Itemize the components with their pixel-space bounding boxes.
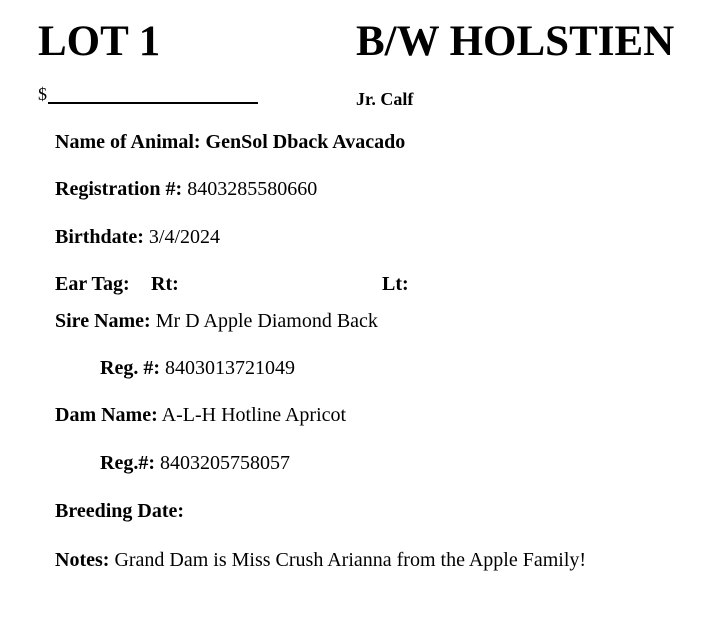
animal-name-row bbox=[55, 132, 405, 152]
ear-tag-lt-wrap bbox=[382, 274, 409, 294]
ear-tag-rt-wrap bbox=[151, 274, 179, 294]
dam-reg-value: 8403205758057 bbox=[159, 452, 290, 474]
breeding-date-label: Breeding Date: bbox=[55, 500, 185, 522]
birthdate-label: Birthdate: bbox=[55, 226, 144, 248]
sire-row bbox=[55, 311, 378, 331]
breeding-date-row bbox=[55, 501, 184, 521]
notes-value: Grand Dam is Miss Crush Arianna from the Apple Family! bbox=[114, 549, 587, 571]
registration-row bbox=[55, 179, 317, 199]
sire-reg-label: Reg. #: bbox=[100, 357, 160, 379]
sire-value: Mr D Apple Diamond Back bbox=[155, 310, 378, 332]
ear-tag-row bbox=[55, 274, 130, 294]
sire-reg-value: 8403013721049 bbox=[164, 357, 295, 379]
dam-value: A-L-H Hotline Apricot bbox=[161, 404, 347, 426]
birthdate-value: 3/4/2024 bbox=[148, 226, 221, 248]
dam-label: Dam Name: bbox=[55, 404, 158, 426]
breed-title: B/W HOLSTIEN bbox=[356, 18, 675, 65]
dollar-sign: $ bbox=[38, 84, 47, 104]
animal-name-value: GenSol Dback Avacado bbox=[205, 131, 406, 153]
price-blank-line bbox=[48, 102, 258, 104]
ear-tag-rt-label: Rt: bbox=[151, 273, 179, 295]
ear-tag-lt-label: Lt: bbox=[382, 273, 409, 295]
animal-name-label: Name of Animal: bbox=[55, 131, 201, 153]
ear-tag-label: Ear Tag: bbox=[55, 273, 130, 295]
registration-label: Registration #: bbox=[55, 178, 183, 200]
notes-block bbox=[55, 548, 595, 572]
lot-number: LOT 1 bbox=[38, 18, 161, 65]
dam-reg-label: Reg.#: bbox=[100, 452, 155, 474]
sire-label: Sire Name: bbox=[55, 310, 151, 332]
notes-label: Notes: bbox=[55, 549, 110, 571]
sire-reg-row bbox=[100, 358, 295, 378]
class-label: Jr. Calf bbox=[356, 89, 414, 109]
birthdate-row bbox=[55, 227, 220, 247]
registration-value: 8403285580660 bbox=[187, 178, 318, 200]
dam-row bbox=[55, 405, 346, 425]
dam-reg-row bbox=[100, 453, 290, 473]
